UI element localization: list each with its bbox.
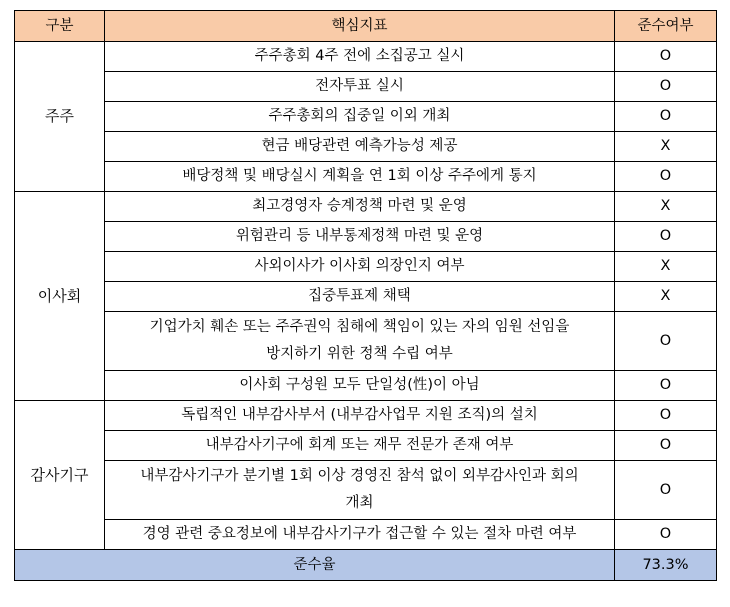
- indicator-cell: 독립적인 내부감사부서 (내부감사업무 지원 조직)의 설치: [105, 401, 615, 431]
- compliance-mark: X: [615, 192, 717, 222]
- table-row: [15, 162, 717, 192]
- category-audit: 감사기구: [15, 401, 105, 550]
- indicator-cell: 이사회 구성원 모두 단일성(性)이 아님: [105, 371, 615, 401]
- table-row: [15, 461, 717, 520]
- compliance-mark: O: [615, 520, 717, 550]
- indicator-cell: 사외이사가 이사회 의장인지 여부: [105, 252, 615, 282]
- indicator-cell: 위험관리 등 내부통제정책 마련 및 운영: [105, 222, 615, 252]
- compliance-mark: O: [615, 72, 717, 102]
- indicator-cell: [105, 312, 615, 371]
- table-row: [15, 102, 717, 132]
- header-compliance: 준수여부: [615, 11, 717, 42]
- indicator-line: 개최: [345, 495, 374, 511]
- category-shareholders: 주주: [15, 42, 105, 192]
- compliance-mark: O: [615, 371, 717, 401]
- indicator-cell: 최고경영자 승계정책 마련 및 운영: [105, 192, 615, 222]
- compliance-mark: O: [615, 102, 717, 132]
- header-category: 구분: [15, 11, 105, 42]
- table-row: [15, 282, 717, 312]
- table-row: [15, 222, 717, 252]
- indicator-cell: 경영 관련 중요정보에 내부감사기구가 접근할 수 있는 절차 마련 여부: [105, 520, 615, 550]
- indicator-cell: 주주총회의 집중일 이외 개최: [105, 102, 615, 132]
- compliance-mark: X: [615, 282, 717, 312]
- table-row: [15, 401, 717, 431]
- table-row: [15, 42, 717, 72]
- indicator-line: 기업가치 훼손 또는 주주권익 침해에 책임이 있는 자의 임원 선임을: [149, 319, 570, 335]
- compliance-mark: O: [615, 222, 717, 252]
- table-row: [15, 72, 717, 102]
- table-row: [15, 371, 717, 401]
- indicator-cell: 배당정책 및 배당실시 계획을 연 1회 이상 주주에게 통지: [105, 162, 615, 192]
- indicator-cell: [105, 461, 615, 520]
- summary-row: [15, 550, 717, 581]
- indicator-cell: 집중투표제 채택: [105, 282, 615, 312]
- table-row: [15, 312, 717, 371]
- indicator-cell: 현금 배당관련 예측가능성 제공: [105, 132, 615, 162]
- indicator-cell: 내부감사기구에 회계 또는 재무 전문가 존재 여부: [105, 431, 615, 461]
- compliance-mark: O: [615, 401, 717, 431]
- compliance-mark: O: [615, 42, 717, 72]
- indicator-cell: 주주총회 4주 전에 소집공고 실시: [105, 42, 615, 72]
- compliance-mark: O: [615, 431, 717, 461]
- table-row: [15, 192, 717, 222]
- category-board: 이사회: [15, 192, 105, 401]
- table-row: [15, 132, 717, 162]
- compliance-rate-label: 준수율: [15, 550, 615, 581]
- compliance-rate-value: 73.3%: [615, 550, 717, 581]
- governance-compliance-table: [14, 10, 717, 581]
- table-row: [15, 520, 717, 550]
- indicator-cell: 전자투표 실시: [105, 72, 615, 102]
- indicator-line: 방지하기 위한 정책 수립 여부: [266, 346, 453, 362]
- indicator-line: 내부감사기구가 분기별 1회 이상 경영진 참석 없이 외부감사인과 회의: [140, 468, 579, 484]
- compliance-mark: O: [615, 312, 717, 371]
- compliance-mark: X: [615, 132, 717, 162]
- table-row: [15, 431, 717, 461]
- header-indicator: 핵심지표: [105, 11, 615, 42]
- compliance-mark: O: [615, 162, 717, 192]
- compliance-mark: O: [615, 461, 717, 520]
- table-row: [15, 252, 717, 282]
- header-row: [15, 11, 717, 42]
- compliance-mark: X: [615, 252, 717, 282]
